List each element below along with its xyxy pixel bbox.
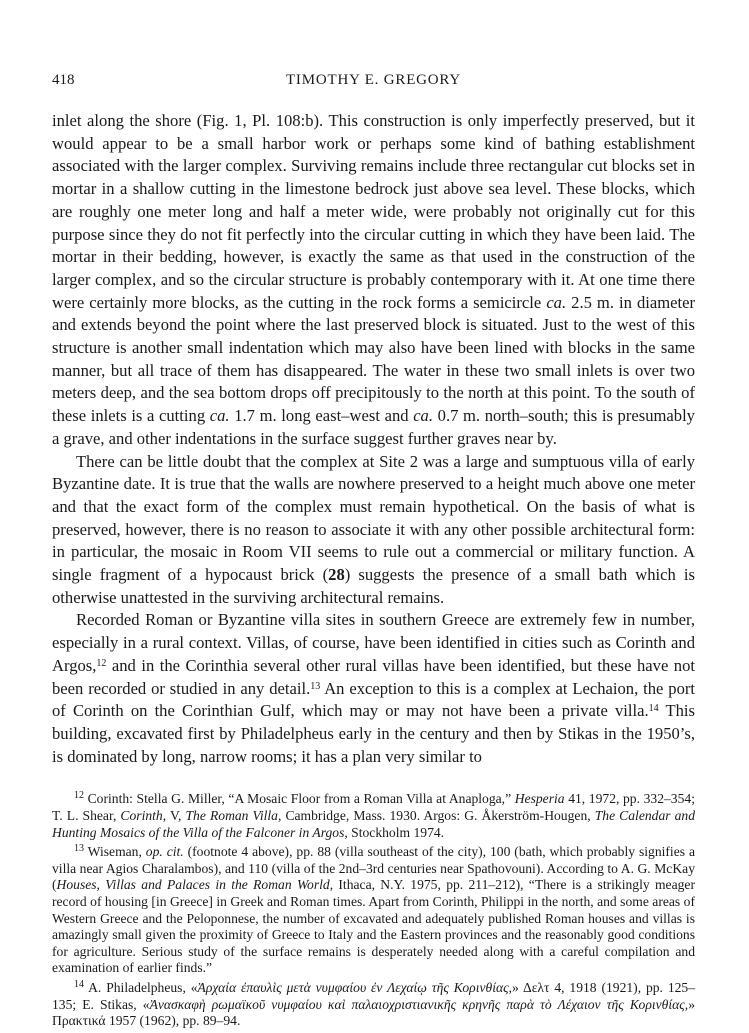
page-number: 418: [52, 72, 75, 88]
paragraph-2: There can be little doubt that the complex at Site 2 was a large and sumptuous villa of early Byzantine date. It is true that the walls are nowhere preserved to a height much above one meter and that the exact form of the complex must remain hypothetical. On the basis of what is preserved, however, there is no reason to associate it with any other possible architectural form: in particular, the mosaic in Room VII seems to rule out a commercial or military function. A single fragment of a hypocaust brick (28) suggests the presence of a small bath which is otherwise unattested in the surviving architectural remains.: [52, 451, 695, 607]
footnote-13: $^{13}$ Wiseman, op. cit. (footnote 4 above), pp. 88 (villa southeast of the city), 100 (bath, which probably signifies a villa near Agios Charalambos), and 110 (villa of the 2nd–3rd centuries near Spathovouni). According to A. G. McKay (Houses, Villas and Palaces in the Roman World, Ithaca, N.Y. 1975, pp. 211–212), “There is a strikingly meager record of housing [in Greece] in Greek and Roman times. Apart from Corinth, Philippi in the north, and some areas of Western Greece and the Peloponnese, the number of excavated and adequately published Roman houses and villas is amazingly small given the proximity of Greece to Italy and the Eastern provinces and the reasonably good conditions for agriculture. Serious study of the surface remains is desperately needed along with a careful compilation and examination of earlier finds.”: [52, 843, 695, 976]
page-header: [52, 72, 695, 92]
footnote-14: $^{14}$ A. Philadelpheus, «Ἀρχαία ἐπαυλὶς μετὰ νυμφαίου ἐν Λεχαίῳ τῆς Κορινθίας,» Δελτ 4, 1918 (1921), pp. 125–135; E. Stikas, «Ἀνασκαφὴ ρωμαϊκοῦ νυμφαίου καὶ παλαιοχριστιανικῆς κρηνῆς παρὰ τὸ Λέχαιον τῆς Κορινθίας,» Πρακτικά 1957 (1962), pp. 89–94.: [52, 978, 696, 1029]
footnotes: [52, 791, 695, 1029]
body-text: [52, 110, 695, 768]
footnote-ref-14[interactable]: 14: [648, 703, 659, 715]
footnote-ref-13[interactable]: 13: [310, 680, 321, 692]
running-title: TIMOTHY E. GREGORY: [285, 72, 462, 88]
footnote-12: $^{12}$ Corinth: Stella G. Miller, “A Mosaic Floor from a Roman Villa at Anaploga,” Hesperia 41, 1972, pp. 332–354; T. L. Shear, Corinth, V, The Roman Villa, Cambridge, Mass. 1930. Argos: G. Åkerström-Hougen, The Calendar and Hunting Mosaics of the Villa of the Falconer in Argos, Stockholm 1974.: [52, 790, 696, 840]
document-page: [52, 72, 695, 1033]
paragraph-1: inlet along the shore (Fig. 1, Pl. 108:b). This construction is only imperfectly preserved, but it would appear to be a small harbor work or perhaps some kind of bathing establishment associated with the larger complex. Surviving remains include three rectangular cut blocks set in mortar in a shallow cutting in the limestone bedrock just above sea level. These blocks, which are roughly one meter long and half a meter wide, were probably not originally cut for this purpose since they do not fit perfectly into the circular cutting in which they have been laid. The mortar in their bedding, however, is exactly the same as that used in the construction of the larger complex, and so the circular structure is probably contemporary with it. At one time there were certainly more blocks, as the cutting in the rock forms a semicircle ca. 2.5 m. in diameter and extends beyond the point where the last preserved block is situated. Just to the west of this structure is another small indentation which may also have been lined with blocks in the same manner, but all trace of them has disappeared. The water in these two small inlets is over two meters deep, and the sea bottom drops off precipitously to the north at this point. To the south of these inlets is a cutting ca. 1.7 m. long east–west and ca. 0.7 m. north–south; this is presumably a grave, and other indentations in the surface suggest further graves near by.: [52, 111, 695, 448]
catalogue-number: 28: [328, 565, 345, 585]
footnote-ref-12[interactable]: 12: [96, 657, 107, 669]
paragraph-3: Recorded Roman or Byzantine villa sites in southern Greece are extremely few in number, especially in a rural context. Villas, of course, have been identified in cities such as Corinth and Argos,$^{12}$ and in the Corinthia several other rural villas have been identified, but these have not been recorded or studied in any detail.$^{13}$ An exception to this is a complex at Lechaion, the port of Corinth on the Corinthian Gulf, which may or may not have been a private villa.$^{14}$ This building, excavated first by Philadelpheus early in the century and then by Stikas in the 1950’s, is dominated by long, narrow rooms; it has a plan very similar to: [52, 610, 696, 766]
